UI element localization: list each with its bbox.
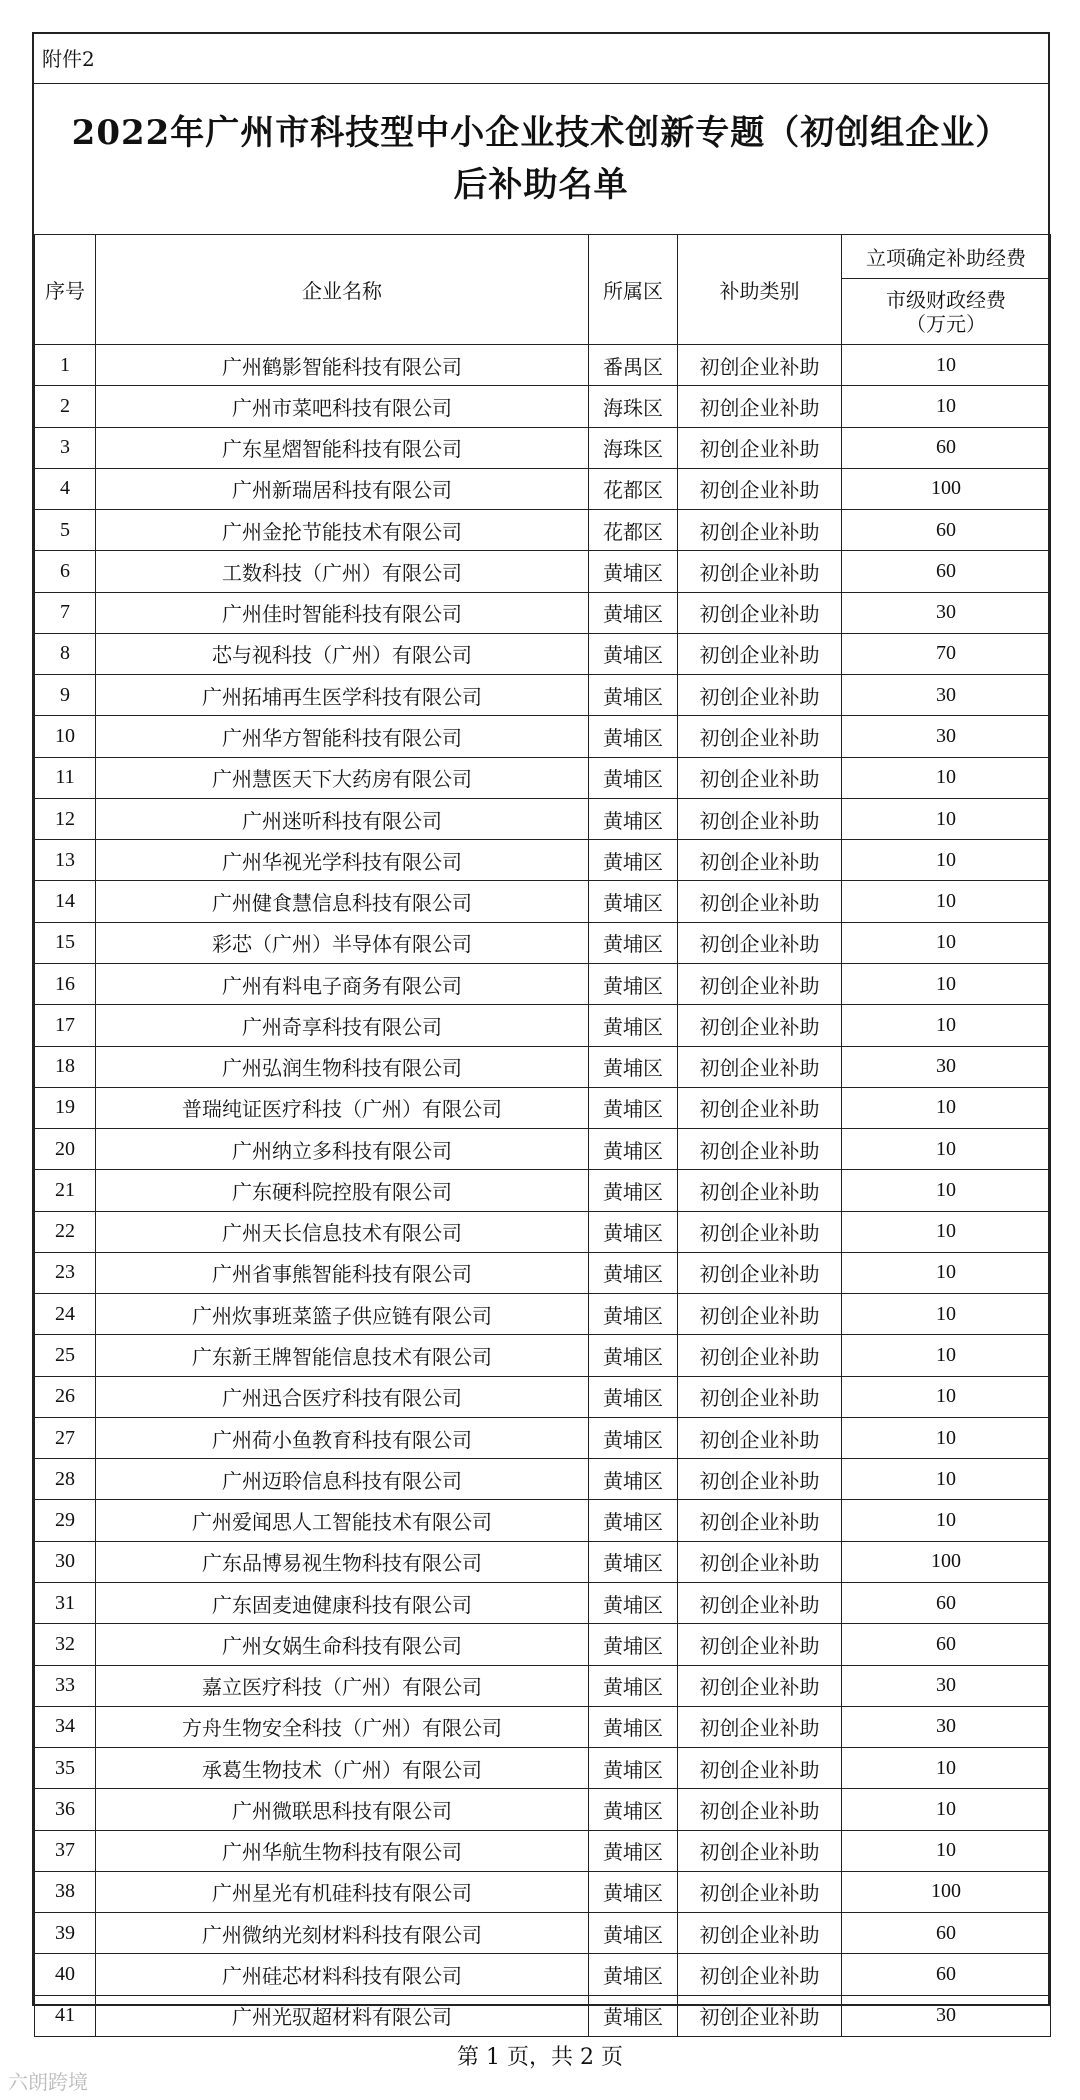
row-category: 初创企业补助 [678,1087,842,1128]
row-district: 黄埔区 [589,757,678,798]
row-seq: 8 [35,633,96,674]
row-seq: 18 [35,1046,96,1087]
row-amount: 10 [842,1500,1051,1541]
row-seq: 15 [35,922,96,963]
table-row [35,1995,1051,2036]
row-amount: 30 [842,1046,1051,1087]
row-seq: 27 [35,1417,96,1458]
row-category: 初创企业补助 [678,1500,842,1541]
row-seq: 25 [35,1335,96,1376]
row-amount: 10 [842,1748,1051,1789]
row-category: 初创企业补助 [678,1294,842,1335]
row-seq: 35 [35,1748,96,1789]
row-category: 初创企业补助 [678,1046,842,1087]
row-amount: 10 [842,1789,1051,1830]
table-row [35,1500,1051,1541]
funding-table [34,234,1051,2037]
row-company: 广州市菜吧科技有限公司 [96,386,589,427]
row-category: 初创企业补助 [678,1376,842,1417]
row-seq: 16 [35,963,96,1004]
row-amount: 10 [842,1376,1051,1417]
table-row [35,1748,1051,1789]
row-category: 初创企业补助 [678,1541,842,1582]
row-seq: 13 [35,840,96,881]
row-company: 广州慧医天下大药房有限公司 [96,757,589,798]
row-seq: 17 [35,1005,96,1046]
row-category: 初创企业补助 [678,386,842,427]
title-line-1: 2022年广州市科技型中小企业技术创新专题（初创组企业） [71,113,1011,153]
row-company: 嘉立医疗科技（广州）有限公司 [96,1665,589,1706]
row-company: 工数科技（广州）有限公司 [96,551,589,592]
row-company: 广州有料电子商务有限公司 [96,963,589,1004]
row-category: 初创企业补助 [678,1252,842,1293]
row-category: 初创企业补助 [678,1954,842,1995]
table-row [35,1459,1051,1500]
row-seq: 3 [35,427,96,468]
row-company: 广州迈聆信息科技有限公司 [96,1459,589,1500]
row-district: 黄埔区 [589,1417,678,1458]
row-district: 黄埔区 [589,633,678,674]
table-row [35,510,1051,551]
row-amount: 10 [842,840,1051,881]
row-category: 初创企业补助 [678,1129,842,1170]
row-district: 黄埔区 [589,963,678,1004]
row-category: 初创企业补助 [678,922,842,963]
row-company: 广州新瑞居科技有限公司 [96,468,589,509]
row-seq: 28 [35,1459,96,1500]
row-category: 初创企业补助 [678,1748,842,1789]
row-company: 广州女娲生命科技有限公司 [96,1624,589,1665]
row-company: 广东新王牌智能信息技术有限公司 [96,1335,589,1376]
row-district: 黄埔区 [589,1335,678,1376]
row-amount: 10 [842,757,1051,798]
row-seq: 41 [35,1995,96,2036]
table-row [35,716,1051,757]
row-company: 广州迷听科技有限公司 [96,798,589,839]
row-seq: 26 [35,1376,96,1417]
row-district: 黄埔区 [589,798,678,839]
page-footer: 第 1 页，共 2 页 [457,2045,623,2070]
row-amount: 30 [842,1706,1051,1747]
row-amount: 10 [842,1170,1051,1211]
table-row [35,1706,1051,1747]
row-amount: 60 [842,1624,1051,1665]
row-amount: 100 [842,468,1051,509]
header-company: 企业名称 [96,235,589,345]
row-amount: 60 [842,510,1051,551]
row-district: 海珠区 [589,386,678,427]
row-seq: 6 [35,551,96,592]
row-amount: 70 [842,633,1051,674]
row-district: 黄埔区 [589,1087,678,1128]
row-company: 广州拓埔再生医学科技有限公司 [96,675,589,716]
row-seq: 36 [35,1789,96,1830]
row-amount: 60 [842,427,1051,468]
row-category: 初创企业补助 [678,798,842,839]
row-amount: 10 [842,1335,1051,1376]
row-district: 黄埔区 [589,592,678,633]
row-company: 广州炊事班菜篮子供应链有限公司 [96,1294,589,1335]
row-amount: 10 [842,1087,1051,1128]
table-row [35,1417,1051,1458]
table-row [35,386,1051,427]
row-company: 广州荷小鱼教育科技有限公司 [96,1417,589,1458]
row-amount: 10 [842,1252,1051,1293]
row-amount: 10 [842,881,1051,922]
row-amount: 30 [842,1995,1051,2036]
row-amount: 10 [842,1294,1051,1335]
document-title [34,84,1048,234]
row-seq: 21 [35,1170,96,1211]
row-amount: 30 [842,675,1051,716]
row-amount: 60 [842,1582,1051,1623]
row-seq: 14 [35,881,96,922]
row-seq: 24 [35,1294,96,1335]
table-row [35,1830,1051,1871]
row-district: 黄埔区 [589,1459,678,1500]
row-category: 初创企业补助 [678,1789,842,1830]
row-company: 广州华方智能科技有限公司 [96,716,589,757]
row-company: 普瑞纯证医疗科技（广州）有限公司 [96,1087,589,1128]
row-category: 初创企业补助 [678,345,842,386]
table-body [35,345,1051,2037]
row-company: 广州金抡节能技术有限公司 [96,510,589,551]
row-district: 花都区 [589,468,678,509]
row-district: 黄埔区 [589,1871,678,1912]
row-amount: 10 [842,345,1051,386]
row-district: 黄埔区 [589,1913,678,1954]
document-sheet [32,32,1050,2030]
row-company: 方舟生物安全科技（广州）有限公司 [96,1706,589,1747]
row-category: 初创企业补助 [678,716,842,757]
row-category: 初创企业补助 [678,1335,842,1376]
row-company: 广州弘润生物科技有限公司 [96,1046,589,1087]
header-funding-sub-line2: （万元） [906,311,986,336]
row-amount: 60 [842,1913,1051,1954]
attachment-label: 附件2 [34,34,1048,84]
row-district: 黄埔区 [589,716,678,757]
row-district: 黄埔区 [589,1748,678,1789]
row-category: 初创企业补助 [678,427,842,468]
row-district: 海珠区 [589,427,678,468]
row-company: 广州健食慧信息科技有限公司 [96,881,589,922]
table-row [35,1665,1051,1706]
row-company: 广州天长信息技术有限公司 [96,1211,589,1252]
row-amount: 10 [842,386,1051,427]
row-district: 黄埔区 [589,551,678,592]
row-category: 初创企业补助 [678,1665,842,1706]
row-district: 黄埔区 [589,1252,678,1293]
watermark-text: 六朗跨境 [8,2070,88,2094]
row-district: 黄埔区 [589,1046,678,1087]
row-district: 黄埔区 [589,1582,678,1623]
row-category: 初创企业补助 [678,1706,842,1747]
row-seq: 23 [35,1252,96,1293]
row-company: 广州鹤影智能科技有限公司 [96,345,589,386]
table-row [35,757,1051,798]
row-amount: 10 [842,798,1051,839]
row-amount: 10 [842,1459,1051,1500]
table-row [35,1129,1051,1170]
table-row [35,963,1051,1004]
table-row [35,427,1051,468]
row-category: 初创企业补助 [678,963,842,1004]
row-district: 花都区 [589,510,678,551]
table-row [35,1087,1051,1128]
row-seq: 39 [35,1913,96,1954]
table-row [35,633,1051,674]
row-category: 初创企业补助 [678,592,842,633]
row-company: 广州星光有机硅科技有限公司 [96,1871,589,1912]
table-row [35,551,1051,592]
table-row [35,592,1051,633]
row-amount: 30 [842,1665,1051,1706]
row-company: 广州华航生物科技有限公司 [96,1830,589,1871]
row-district: 黄埔区 [589,1170,678,1211]
row-category: 初创企业补助 [678,551,842,592]
row-category: 初创企业补助 [678,881,842,922]
row-company: 广州硅芯材料科技有限公司 [96,1954,589,1995]
row-category: 初创企业补助 [678,1582,842,1623]
row-district: 黄埔区 [589,1294,678,1335]
row-company: 广州微纳光刻材料科技有限公司 [96,1913,589,1954]
row-amount: 30 [842,592,1051,633]
table-row [35,1582,1051,1623]
header-seq: 序号 [35,235,96,345]
header-district: 所属区 [589,235,678,345]
row-category: 初创企业补助 [678,1459,842,1500]
row-company: 广州纳立多科技有限公司 [96,1129,589,1170]
table-row [35,798,1051,839]
table-row [35,1294,1051,1335]
row-amount: 100 [842,1541,1051,1582]
row-company: 广东硬科院控股有限公司 [96,1170,589,1211]
row-seq: 12 [35,798,96,839]
row-amount: 30 [842,716,1051,757]
row-seq: 30 [35,1541,96,1582]
header-funding-sub [842,279,1051,345]
row-district: 黄埔区 [589,1954,678,1995]
row-seq: 33 [35,1665,96,1706]
row-company: 芯与视科技（广州）有限公司 [96,633,589,674]
row-company: 广东星熠智能科技有限公司 [96,427,589,468]
row-seq: 20 [35,1129,96,1170]
row-amount: 10 [842,963,1051,1004]
row-district: 黄埔区 [589,840,678,881]
row-company: 广州佳时智能科技有限公司 [96,592,589,633]
row-company: 广州微联思科技有限公司 [96,1789,589,1830]
table-row [35,1005,1051,1046]
row-company: 广州光驭超材料有限公司 [96,1995,589,2036]
row-seq: 22 [35,1211,96,1252]
row-district: 番禺区 [589,345,678,386]
table-row [35,1376,1051,1417]
row-category: 初创企业补助 [678,1170,842,1211]
row-district: 黄埔区 [589,1541,678,1582]
header-category: 补助类别 [678,235,842,345]
row-category: 初创企业补助 [678,468,842,509]
table-row [35,468,1051,509]
row-seq: 11 [35,757,96,798]
row-amount: 60 [842,551,1051,592]
table-row [35,840,1051,881]
header-funding-group: 立项确定补助经费 [842,235,1051,279]
row-seq: 37 [35,1830,96,1871]
row-amount: 10 [842,1005,1051,1046]
row-seq: 40 [35,1954,96,1995]
row-district: 黄埔区 [589,1665,678,1706]
table-row [35,1871,1051,1912]
row-district: 黄埔区 [589,1830,678,1871]
table-row [35,922,1051,963]
table-row [35,345,1051,386]
row-district: 黄埔区 [589,1624,678,1665]
table-row [35,1335,1051,1376]
row-district: 黄埔区 [589,1376,678,1417]
row-district: 黄埔区 [589,1706,678,1747]
row-category: 初创企业补助 [678,1624,842,1665]
row-seq: 1 [35,345,96,386]
row-district: 黄埔区 [589,1129,678,1170]
row-seq: 7 [35,592,96,633]
row-amount: 10 [842,1417,1051,1458]
row-company: 广州省事熊智能科技有限公司 [96,1252,589,1293]
row-company: 广东品博易视生物科技有限公司 [96,1541,589,1582]
table-row [35,1789,1051,1830]
row-company: 承葛生物技术（广州）有限公司 [96,1748,589,1789]
row-district: 黄埔区 [589,1005,678,1046]
row-seq: 29 [35,1500,96,1541]
row-company: 广州华视光学科技有限公司 [96,840,589,881]
row-company: 广州奇享科技有限公司 [96,1005,589,1046]
table-row [35,1913,1051,1954]
row-district: 黄埔区 [589,675,678,716]
table-row [35,1954,1051,1995]
row-company: 彩芯（广州）半导体有限公司 [96,922,589,963]
row-seq: 19 [35,1087,96,1128]
row-district: 黄埔区 [589,881,678,922]
row-district: 黄埔区 [589,1995,678,2036]
row-seq: 2 [35,386,96,427]
header-funding-sub-line1: 市级财政经费 [886,287,1006,312]
row-seq: 31 [35,1582,96,1623]
row-seq: 10 [35,716,96,757]
row-category: 初创企业补助 [678,675,842,716]
row-company: 广州迅合医疗科技有限公司 [96,1376,589,1417]
row-category: 初创企业补助 [678,510,842,551]
title-line-2: 后补助名单 [453,165,629,205]
row-category: 初创企业补助 [678,1005,842,1046]
row-seq: 34 [35,1706,96,1747]
row-company: 广州爱闻思人工智能技术有限公司 [96,1500,589,1541]
row-company: 广东固麦迪健康科技有限公司 [96,1582,589,1623]
table-row [35,1541,1051,1582]
row-amount: 100 [842,1871,1051,1912]
row-seq: 5 [35,510,96,551]
row-amount: 10 [842,922,1051,963]
row-amount: 10 [842,1129,1051,1170]
row-amount: 10 [842,1830,1051,1871]
row-category: 初创企业补助 [678,757,842,798]
row-district: 黄埔区 [589,1211,678,1252]
row-category: 初创企业补助 [678,1830,842,1871]
table-row [35,881,1051,922]
table-row [35,1046,1051,1087]
row-category: 初创企业补助 [678,1871,842,1912]
row-category: 初创企业补助 [678,1913,842,1954]
table-row [35,1252,1051,1293]
row-district: 黄埔区 [589,1789,678,1830]
table-row [35,1211,1051,1252]
row-seq: 32 [35,1624,96,1665]
row-seq: 9 [35,675,96,716]
row-district: 黄埔区 [589,922,678,963]
row-category: 初创企业补助 [678,1211,842,1252]
table-row [35,1624,1051,1665]
row-amount: 60 [842,1954,1051,1995]
row-amount: 10 [842,1211,1051,1252]
row-category: 初创企业补助 [678,840,842,881]
table-row [35,1170,1051,1211]
row-category: 初创企业补助 [678,1417,842,1458]
row-seq: 4 [35,468,96,509]
row-category: 初创企业补助 [678,1995,842,2036]
table-row [35,675,1051,716]
row-seq: 38 [35,1871,96,1912]
row-category: 初创企业补助 [678,633,842,674]
row-district: 黄埔区 [589,1500,678,1541]
